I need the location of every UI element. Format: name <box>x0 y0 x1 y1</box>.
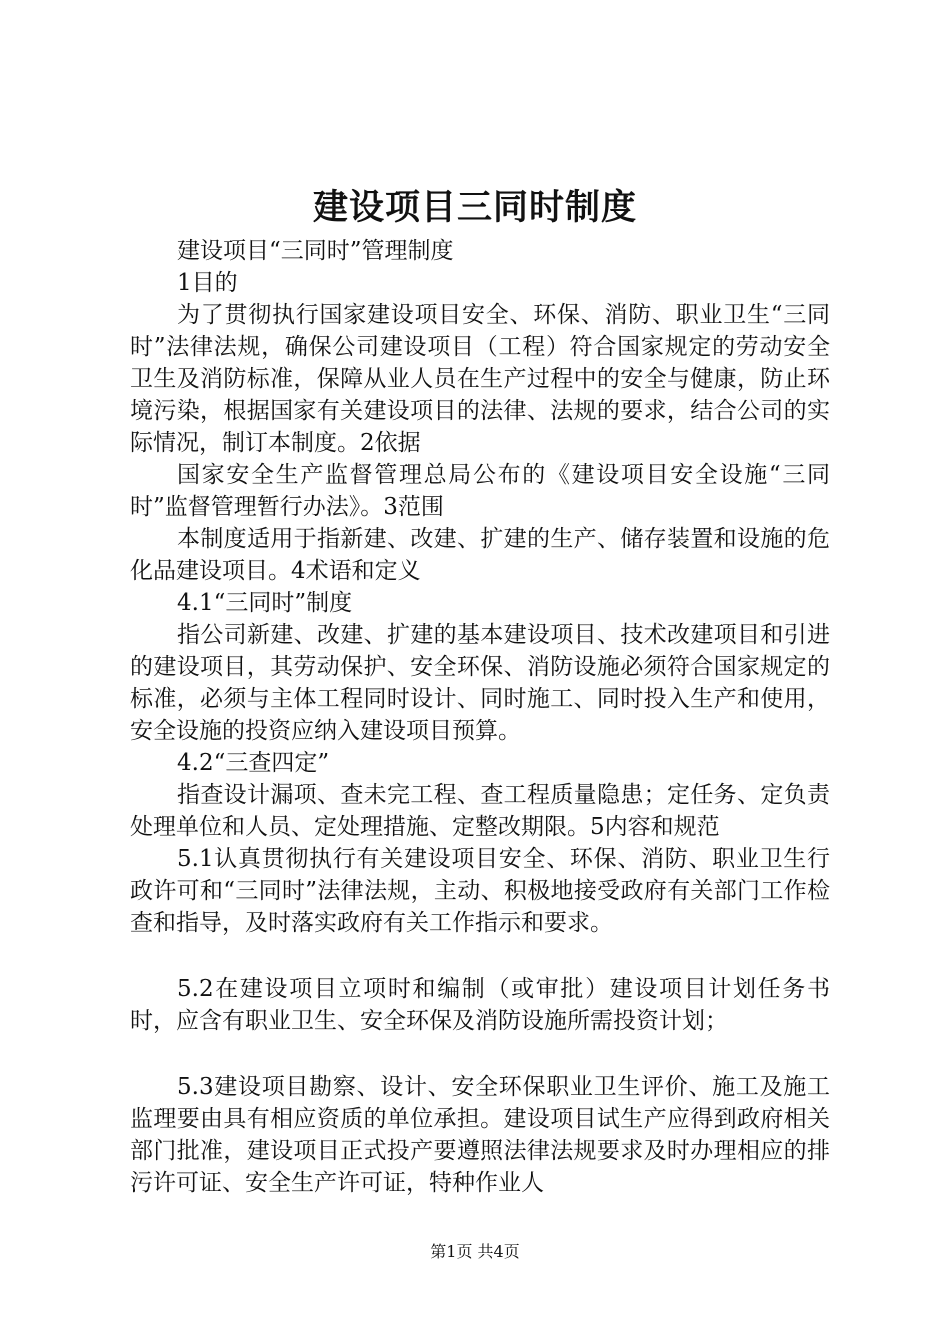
paragraph-spacer <box>130 1037 830 1071</box>
section-heading-4-1: 4.1“三同时”制度 <box>177 590 353 616</box>
section-heading-4-2: 4.2“三查四定” <box>177 750 330 776</box>
paragraph-5-2: 5.2在建设项目立项时和编制（或审批）建设项目计划任务书时，应含有职业卫生、安全环保及消防设施所需投资计划； <box>130 976 830 1034</box>
paragraph-4-1: 指公司新建、改建、扩建的基本建设项目、技术改建项目和引进的建设项目，其劳动保护、安全环保、消防设施必须符合国家规定的标准，必须与主体工程同时设计、同时施工、同时投入生产和使用，安全设施的投资应纳入建设项目预算。 <box>130 622 830 744</box>
paragraph-4-2: 指查设计漏项、查未完工程、查工程质量隐患；定任务、定负责处理单位和人员、定处理措施、定整改期限。5内容和规范 <box>130 782 830 840</box>
paragraph-basis: 国家安全生产监督管理总局公布的《建设项目安全设施“三同时”监督管理暂行办法》。3范围 <box>130 462 830 520</box>
paragraph-scope: 本制度适用于指新建、改建、扩建的生产、储存装置和设施的危化品建设项目。4术语和定义 <box>130 526 830 584</box>
document-body <box>130 235 830 1199</box>
paragraph-purpose: 为了贯彻执行国家建设项目安全、环保、消防、职业卫生“三同时”法律法规，确保公司建设项目（工程）符合国家规定的劳动安全卫生及消防标准，保障从业人员在生产过程中的安全与健康，防止环境污染，根据国家有关建设项目的法律、法规的要求，结合公司的实际情况，制订本制度。2依据 <box>130 302 830 456</box>
paragraph-5-1: 5.1认真贯彻执行有关建设项目安全、环保、消防、职业卫生行政许可和“三同时”法律法规，主动、积极地接受政府有关部门工作检查和指导，及时落实政府有关工作指示和要求。 <box>130 846 830 936</box>
page-footer: 第1页 共4页 <box>430 1242 520 1261</box>
document-title: 建设项目三同时制度 <box>312 187 637 228</box>
paragraph-spacer <box>130 939 830 973</box>
subtitle-paragraph: 建设项目“三同时”管理制度 <box>177 238 454 264</box>
paragraph-5-3: 5.3建设项目勘察、设计、安全环保职业卫生评价、施工及施工监理要由具有相应资质的单位承担。建设项目试生产应得到政府相关部门批准，建设项目正式投产要遵照法律法规要求及时办理相应的排污许可证、安全生产许可证，特种作业人 <box>130 1074 830 1196</box>
section-heading-purpose: 1目的 <box>177 270 238 296</box>
